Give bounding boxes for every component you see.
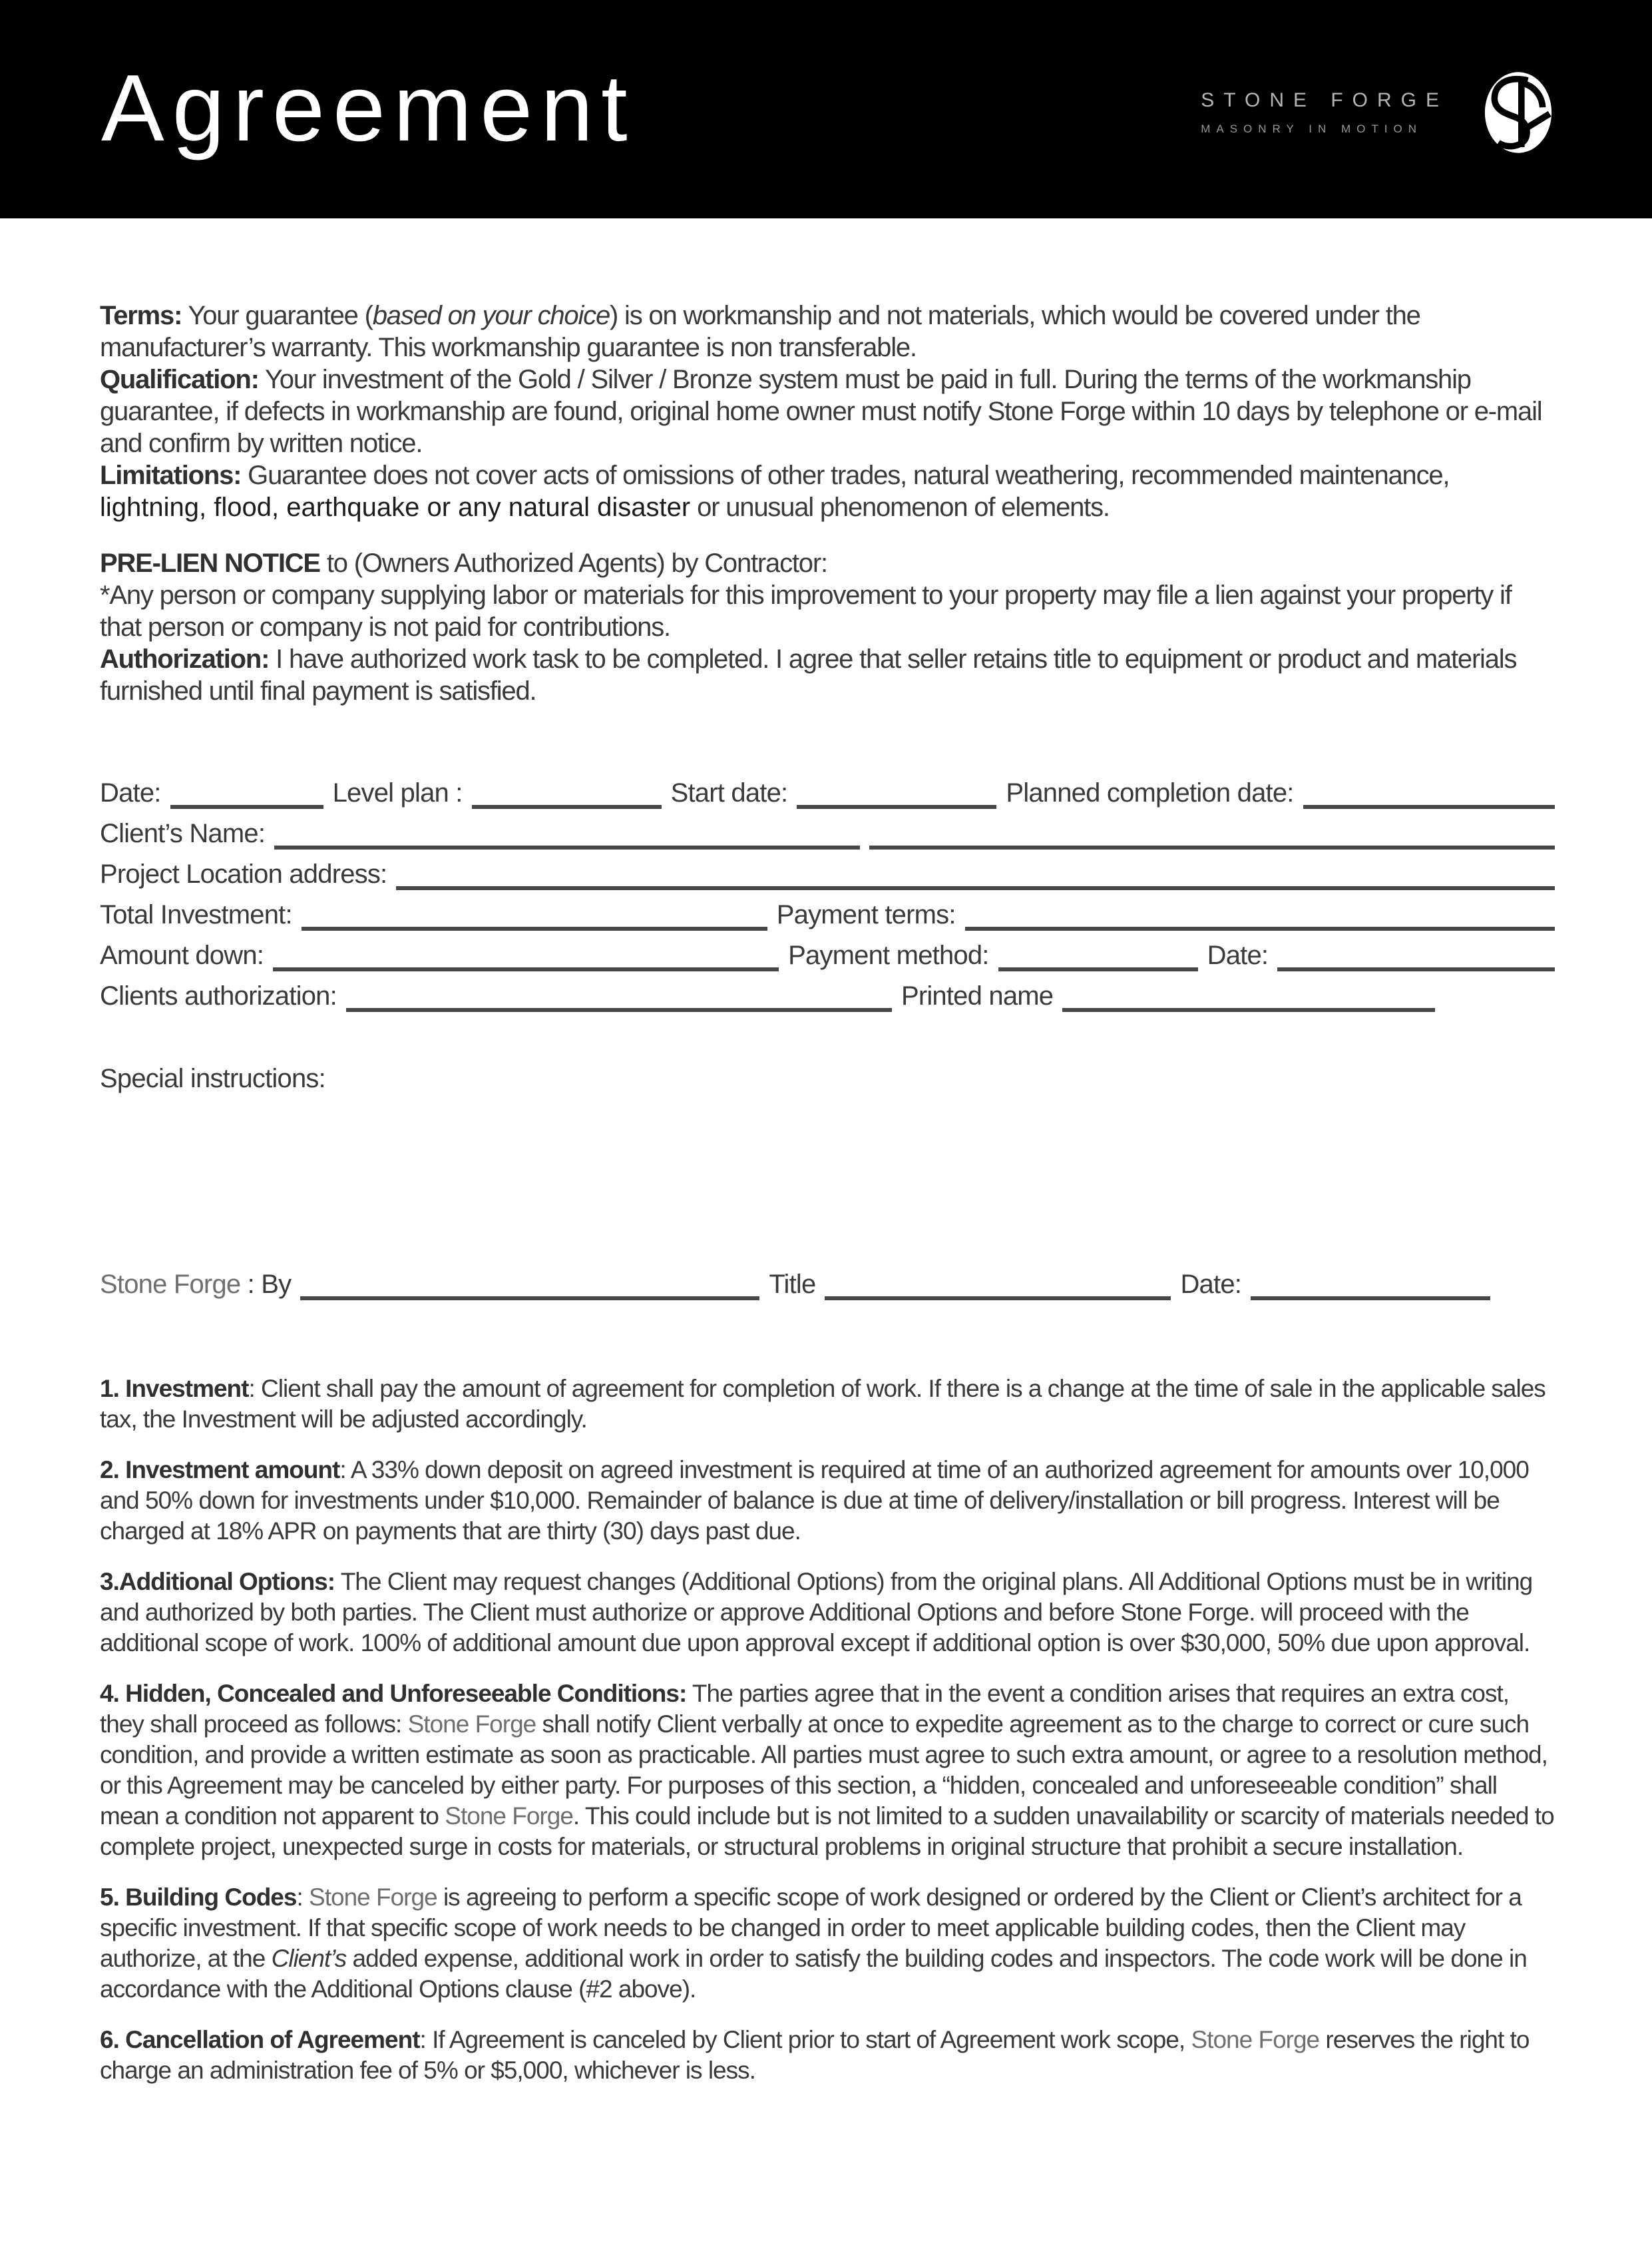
text-run: added expense, additional work in order to satisfy the building codes and inspectors. The code work will be done in accordance with the Additional Options clause (#2 above). xyxy=(100,1945,1527,2003)
text-run: PRE-LIEN NOTICE xyxy=(100,549,320,578)
form-row xyxy=(100,935,1555,975)
text-run: . This could include but is not limited to a sudden unavailability or scarcity of materials needed to complete project, unexpected surge in costs for materials, or structural problems in original structure that prohibit a secure installation. xyxy=(100,1802,1554,1860)
paragraph xyxy=(100,547,1555,579)
form-row xyxy=(100,975,1555,1016)
text-run: The Client may request changes (Additional Options) from the original plans. All Additional Options must be in writing and authorized by both parties. The Client must authorize or approve Additional Options and before Stone Forge. will proceed with the additional scope of work. 100% of additional amount due upon approval except if additional option is over $30,000, 50% due upon approval. xyxy=(100,1568,1533,1656)
payment-terms-field-line[interactable] xyxy=(965,927,1555,931)
text-run: or unusual phenomenon of elements. xyxy=(690,493,1110,522)
form-row xyxy=(100,894,1555,935)
start-date-field-line[interactable] xyxy=(797,805,996,809)
total-investment-field-line[interactable] xyxy=(302,927,767,931)
project-location-address-field-label xyxy=(100,861,387,894)
payment-method-field-label xyxy=(788,942,989,975)
start-date-field-label xyxy=(671,780,788,813)
level-plan-field-label xyxy=(333,780,463,813)
terms-section xyxy=(100,300,1555,523)
text-run: I have authorized work task to be completed. I agree that seller retains title to equipment or product and materials furnished until final payment is satisfied. xyxy=(100,644,1517,706)
text-run: 5. Building Codes xyxy=(100,1883,297,1911)
total-investment-field-label xyxy=(100,901,292,935)
clients-authorization-field-label xyxy=(100,983,337,1016)
text-run: Payment terms: xyxy=(776,900,956,929)
text-run: Start date: xyxy=(670,778,788,808)
paragraph xyxy=(100,1455,1555,1547)
text-run: is agreeing to perform a specific scope of work designed or ordered by the Client or Client’s architect for a specific investment. If that specific scope of work needs to be changed in order to meet applicable building codes, then the Client may authorize, at the xyxy=(100,1883,1522,1972)
brand-text xyxy=(1201,89,1448,136)
text-run: Stone Forge xyxy=(100,1270,248,1299)
company-by-signature-field-line[interactable] xyxy=(300,1296,759,1300)
text-run: lightning, flood, earthquake or any natural disaster xyxy=(100,493,691,522)
company-signature-row xyxy=(100,1264,1555,1304)
text-run: shall notify Client verbally at once to expedite agreement as to the charge to correct or cure such condition, and provide a written estimate as soon as practicable. All parties must agree to such extra amount, or agree to a resolution method, or this Agreement may be canceled by either party. For purposes of this section, a “hidden, concealed and unforeseeable condition” shall mean a condition not apparent to xyxy=(100,1710,1548,1830)
text-run: Title xyxy=(769,1270,816,1299)
date-field-line[interactable] xyxy=(170,805,323,809)
clients-authorization-field-line[interactable] xyxy=(346,1008,892,1012)
text-run: Your guarantee ( xyxy=(182,301,373,330)
text-run: *Any person or company supplying labor or materials for this improvement to your property may file a lien against your property if that person or company is not paid for contributions. xyxy=(100,581,1512,642)
text-run: 3.Additional Options: xyxy=(100,1568,335,1595)
planned-completion-date-field-line[interactable] xyxy=(1303,805,1555,809)
text-run: Planned completion date: xyxy=(1006,778,1294,808)
client-name-field-label xyxy=(100,820,265,854)
client-name-second-field-line[interactable] xyxy=(869,846,1555,850)
clauses-section xyxy=(100,1374,1555,2086)
payment-date-field-line[interactable] xyxy=(1277,967,1555,971)
text-run: Payment method: xyxy=(788,941,989,970)
company-by-signature-field-label xyxy=(100,1271,291,1304)
text-run: Project Location address: xyxy=(100,860,387,889)
text-run: ) is on workmanship and not materials, which would be covered under the manufacturer’s warranty. This workmanship guarantee is non transferable. xyxy=(100,301,1420,362)
text-run: Qualification: xyxy=(100,365,259,394)
paragraph xyxy=(100,2025,1555,2086)
brand-tagline: MASONRY IN MOTION xyxy=(1201,123,1422,135)
paragraph xyxy=(100,1374,1555,1435)
client-name-field-line[interactable] xyxy=(274,846,860,850)
form-row xyxy=(100,813,1555,854)
paragraph xyxy=(100,643,1555,707)
text-run: Date: xyxy=(1207,941,1269,970)
payment-method-field-line[interactable] xyxy=(998,967,1198,971)
stone-forge-logotype: STONE FORGE xyxy=(1201,89,1448,111)
form-row xyxy=(100,1264,1555,1304)
text-run: : By xyxy=(247,1270,292,1299)
text-run: : Client shall pay the amount of agreement for completion of work. If there is a change at the time of sale in the applicable sales tax, the Investment will be adjusted accordingly. xyxy=(100,1375,1546,1433)
level-plan-field-line[interactable] xyxy=(472,805,662,809)
text-run: Client’s Name: xyxy=(100,819,266,848)
text-run: : If Agreement is canceled by Client prior to start of Agreement work scope, xyxy=(419,2026,1191,2053)
text-run: 6. Cancellation of Agreement xyxy=(100,2026,420,2053)
text-run: Stone Forge xyxy=(445,1802,573,1830)
date-field-label xyxy=(100,780,161,813)
text-run: Client’s xyxy=(271,1945,347,1972)
stone-forge-monogram-icon xyxy=(1483,69,1553,156)
text-run: Level plan : xyxy=(332,778,463,808)
brand-block xyxy=(1201,69,1553,156)
document-header xyxy=(0,0,1652,218)
text-run: Limitations: xyxy=(100,461,242,490)
project-location-address-field-line[interactable] xyxy=(396,886,1555,890)
text-run: The parties agree that in the event a condition arises that requires an extra cost, they shall proceed as follows: xyxy=(100,1680,1510,1738)
company-title-field-label xyxy=(769,1271,815,1304)
text-run: Terms: xyxy=(100,301,182,330)
payment-date-field-label xyxy=(1207,942,1269,975)
text-run: reserves the right to charge an administration fee of 5% or $5,000, whichever is less. xyxy=(100,2026,1530,2084)
text-run: Guarantee does not cover acts of omissions of other trades, natural weathering, recommended maintenance, xyxy=(241,461,1450,490)
text-run: Stone Forge xyxy=(1191,2026,1320,2053)
special-instructions-label: Special instructions: xyxy=(100,1064,325,1093)
form-row xyxy=(100,772,1555,813)
text-run: Your investment of the Gold / Silver / Bronze system must be paid in full. During the terms of the workmanship guarantee, if defects in workmanship are found, original home owner must notify Stone Forge within 10 days by telephone or e-mail and confirm by written notice. xyxy=(100,365,1542,458)
company-date-field-label xyxy=(1180,1271,1241,1304)
printed-name-field-line[interactable] xyxy=(1062,1008,1435,1012)
text-run: Stone Forge xyxy=(407,1710,536,1738)
amount-down-field-label xyxy=(100,942,264,975)
paragraph xyxy=(100,300,1555,364)
company-title-field-line[interactable] xyxy=(825,1296,1171,1300)
printed-name-field-label xyxy=(901,983,1053,1016)
company-date-field-line[interactable] xyxy=(1251,1296,1490,1300)
text-run: 2. Investment amount xyxy=(100,1456,340,1483)
text-run: : A 33% down deposit on agreed investment is required at time of an authorized agreement for amounts over 10,000 and 50% down for investments under $10,000. Remainder of balance is due at time of delivery/installation or bill progress. Interest will be charged at 18% APR on payments that are thirty (30) days past due. xyxy=(100,1456,1529,1545)
page-title-text: Agreement xyxy=(101,55,636,161)
paragraph xyxy=(100,1567,1555,1658)
text-run: Total Investment: xyxy=(100,900,292,929)
paragraph xyxy=(100,1882,1555,2005)
text-run: Date: xyxy=(100,778,161,808)
text-run: Authorization: xyxy=(100,644,270,674)
text-run: Stone Forge xyxy=(309,1883,437,1911)
text-run: 1. Investment xyxy=(100,1375,249,1402)
text-run: based on your choice xyxy=(372,301,610,330)
text-run: to (Owners Authorized Agents) by Contractor: xyxy=(319,549,827,578)
text-run: Date: xyxy=(1180,1270,1242,1299)
text-run: 4. Hidden, Concealed and Unforeseeable Conditions: xyxy=(100,1680,687,1707)
amount-down-field-line[interactable] xyxy=(273,967,779,971)
paragraph xyxy=(100,1678,1555,1862)
prelien-section xyxy=(100,547,1555,707)
payment-terms-field-label xyxy=(777,901,956,935)
text-run: Printed name xyxy=(901,981,1054,1011)
text-run: : xyxy=(296,1883,310,1911)
planned-completion-date-field-label xyxy=(1006,780,1293,813)
paragraph xyxy=(100,364,1555,459)
paragraph xyxy=(100,579,1555,643)
text-run: Amount down: xyxy=(100,941,264,970)
paragraph xyxy=(100,459,1555,523)
document-body xyxy=(0,300,1652,2086)
text-run: Clients authorization: xyxy=(100,981,337,1011)
agreement-form xyxy=(100,772,1555,1016)
form-row xyxy=(100,854,1555,894)
